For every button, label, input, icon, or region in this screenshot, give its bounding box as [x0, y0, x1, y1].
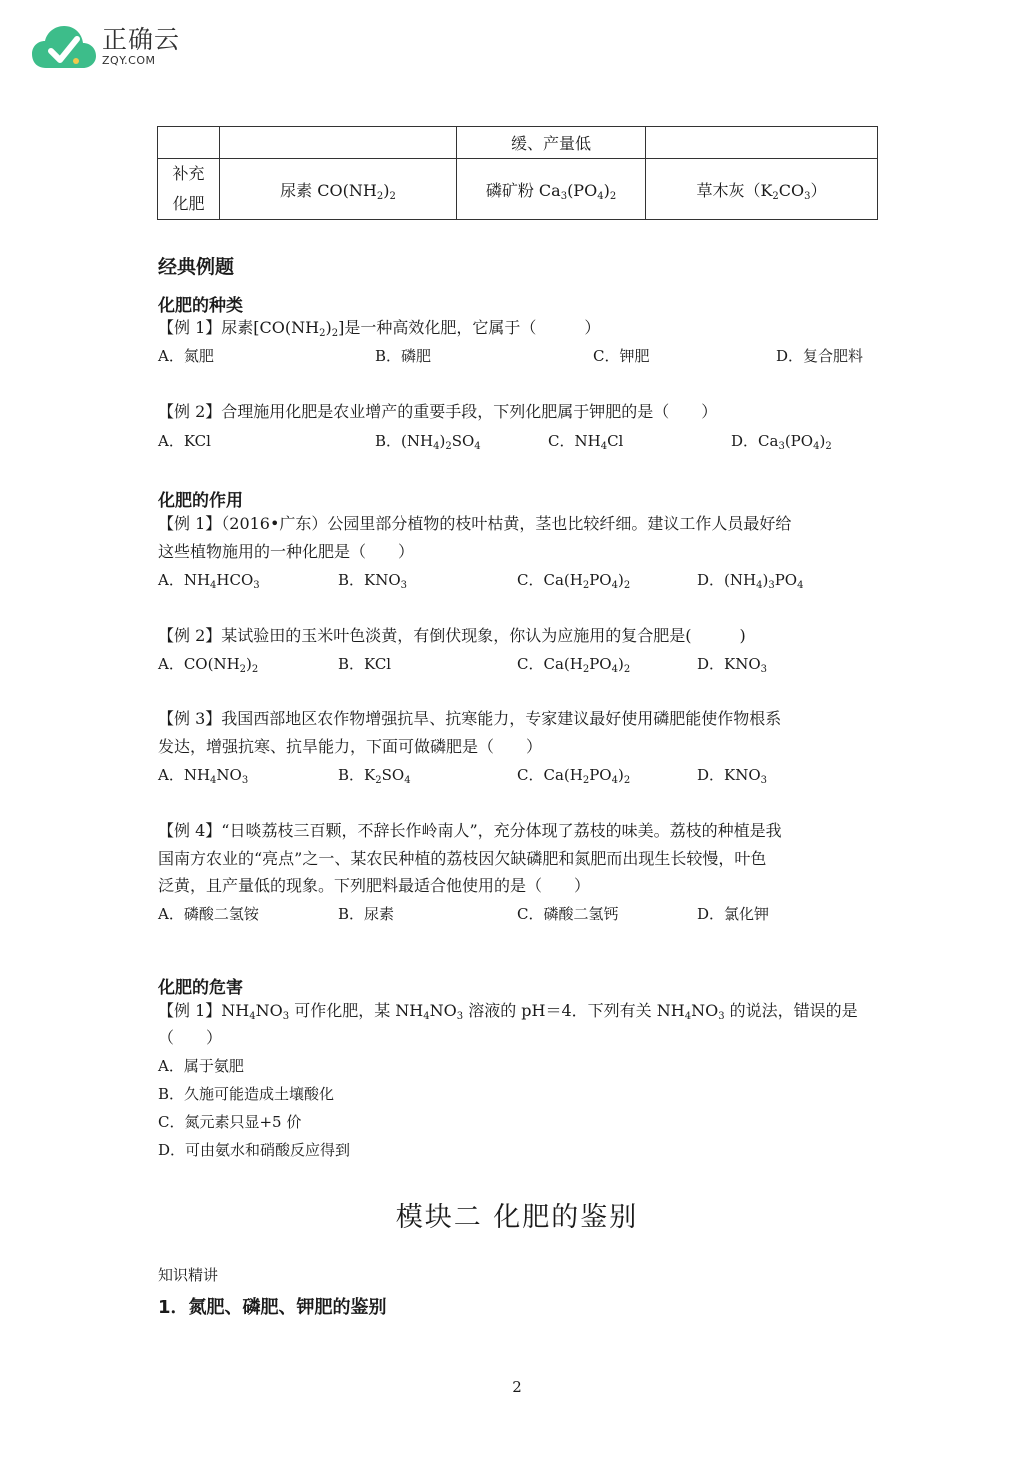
question-text: 【例 2】某试验田的玉米叶色淡黄，有倒伏现象，你认为应施用的复合肥是( ) [158, 626, 746, 645]
cloud-check-icon [30, 22, 98, 72]
question-text: 泛黄，且产量低的现象。下列肥料最适合他使用的是（ ） [158, 876, 591, 895]
question-text: 发达，增强抗寒、抗旱能力，下面可做磷肥是（ ） [158, 737, 543, 756]
table-row [158, 159, 878, 220]
option: A．氮肥 [158, 347, 214, 365]
table-cell [158, 127, 220, 159]
option: B．尿素 [338, 905, 395, 923]
question-text: 【例 3】我国西部地区农作物增强抗旱、抗寒能力，专家建议最好使用磷肥能使作物根系 [158, 709, 782, 728]
subsection-types: 化肥的种类 [158, 296, 243, 316]
question-text: 【例 1】$NH_4NO_3$ 可作化肥，某 $NH_4NO_3$ 溶液的 pH＝4．下列有关 $NH_4NO_3$ 的说法，错误的是 [158, 1001, 858, 1022]
question-text: 这些植物施用的一种化肥是（ ） [158, 542, 415, 561]
option: B．$K_2SO_4$ [338, 766, 411, 786]
table-cell-phosphate-rock: 磷矿粉 $Ca_3(PO_4)_2$ [457, 159, 646, 220]
table-cell-urea: 尿素 $CO(NH_2)_2$ [220, 159, 457, 220]
option: A．磷酸二氢铵 [158, 905, 259, 923]
table-cell-plant-ash: 草木灰$(K_2CO_3)$ [646, 159, 878, 220]
question-text: 【例 1】尿素$[CO(NH_2)_2]$是一种高效化肥，它属于（ ） [158, 318, 601, 339]
module-subheading: 1．氮肥、磷肥、钾肥的鉴别 [158, 1297, 387, 1318]
option: B．$(NH_4)_2SO_4$ [375, 432, 481, 452]
option: C．氮元素只显+5 价 [158, 1113, 302, 1131]
option: B．$KNO_3$ [338, 571, 408, 591]
option: A．$NH_4HCO_3$ [158, 571, 260, 591]
option: C．磷酸二氢钙 [517, 905, 619, 923]
page-number: 2 [512, 1378, 522, 1396]
option: C．$NH_4Cl$ [548, 432, 624, 452]
option: B．KCl [338, 655, 392, 673]
option: A．$CO(NH_2)_2$ [158, 655, 259, 675]
table-row [158, 127, 878, 159]
option: C．$Ca(H_2PO_4)_2$ [517, 766, 631, 786]
question-text: 【例 1】（2016•广东）公园里部分植物的枝叶枯黄，茎也比较纤细。建议工作人员最好给 [158, 514, 792, 533]
option: D．$Ca_3(PO_4)_2$ [731, 432, 832, 452]
option: D．复合肥料 [776, 347, 864, 365]
brand-logo [30, 22, 190, 74]
table-cell: 缓、产量低 [457, 127, 646, 159]
option: A．$NH_4NO_3$ [158, 766, 249, 786]
option: D．氯化钾 [697, 905, 770, 923]
section-heading-examples: 经典例题 [158, 256, 235, 278]
option: B．久施可能造成土壤酸化 [158, 1085, 335, 1103]
module-title: 模块二 化肥的鉴别 [395, 1202, 639, 1233]
knowledge-label: 知识精讲 [158, 1266, 219, 1284]
question-text: 国南方农业的“亮点”之一、某农民种植的荔枝因欠缺磷肥和氮肥而出现生长较慢，叶色 [158, 849, 767, 868]
fertilizer-table [157, 126, 878, 220]
question-text: 【例 4】“日啖荔枝三百颗，不辞长作岭南人”，充分体现了荔枝的味美。荔枝的种植是我 [158, 821, 782, 840]
subsection-effects: 化肥的作用 [158, 491, 243, 511]
option: B．磷肥 [375, 347, 432, 365]
option: C．钾肥 [593, 347, 650, 365]
option: C．$Ca(H_2PO_4)_2$ [517, 655, 631, 675]
subsection-hazards: 化肥的危害 [158, 978, 243, 998]
option: A．KCl [158, 432, 211, 450]
option: D．$(NH_4)_3PO_4$ [697, 571, 804, 591]
logo-english: ZQY.COM [102, 54, 156, 67]
logo-chinese: 正确云 [102, 25, 181, 54]
option: D．$KNO_3$ [697, 655, 768, 675]
option: A．属于氨肥 [158, 1057, 244, 1075]
option: C．$Ca(H_2PO_4)_2$ [517, 571, 631, 591]
question-text: （ ） [158, 1028, 223, 1047]
table-cell [220, 127, 457, 159]
row-header-supplement: 补充 化肥 [158, 159, 220, 220]
option: D．可由氨水和硝酸反应得到 [158, 1141, 351, 1159]
question-text: 【例 2】合理施用化肥是农业增产的重要手段，下列化肥属于钾肥的是（ ） [158, 402, 718, 421]
option: D．$KNO_3$ [697, 766, 768, 786]
table-cell [646, 127, 878, 159]
